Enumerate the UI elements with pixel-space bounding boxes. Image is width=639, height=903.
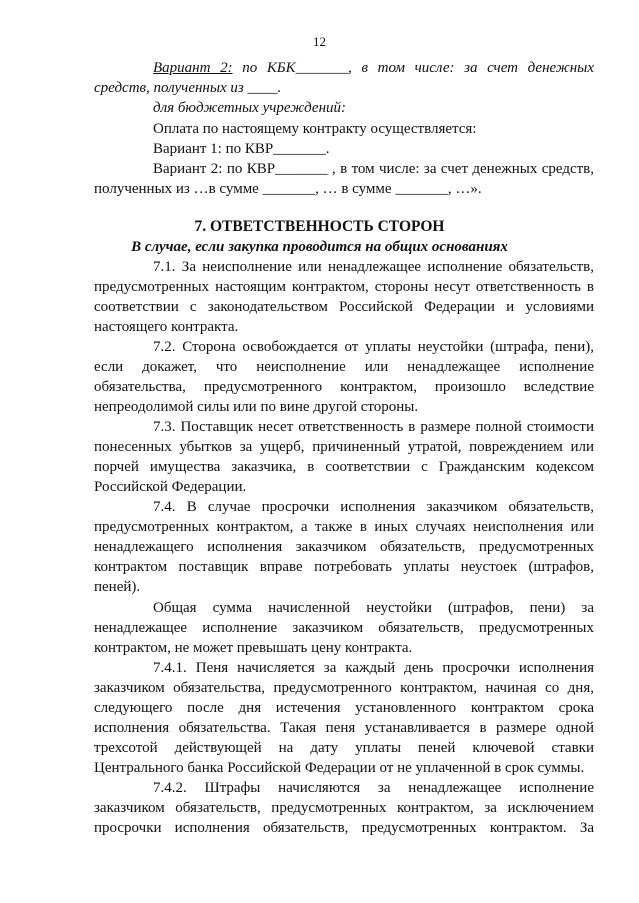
body-line: заказчиком обязательства, предусмотренного контрактом, начиная со дня, (94, 680, 594, 696)
body-line: предусмотренных настоящим контрактом, стороны несут ответственность в (94, 279, 594, 295)
body-line: ненадлежащего исполнения заказчиком обязательств, предусмотренных (94, 539, 594, 555)
body-line: контрактом поставщик вправе потребовать уплаты неустоек (штрафов, (94, 559, 594, 575)
body-line: Центрального банка Российской Федерации от не уплаченной в срок суммы. (94, 760, 585, 776)
body-line: ненадлежащее исполнение заказчиком обязательств, предусмотренных (94, 620, 594, 636)
body-line: порчей имущества заказчика, в соответствии с Гражданским кодексом (94, 459, 594, 475)
variant2-continuation: средств, полученных из ____. (94, 80, 282, 96)
body-line: просрочки исполнения обязательств, предусмотренных контрактом. За (94, 820, 594, 836)
body-line: 7.4.2. Штрафы начисляются за ненадлежащее исполнение (153, 780, 594, 796)
body-line: заказчиком обязательств, предусмотренных контрактом, за исключением (94, 800, 594, 816)
section-subtitle: В случае, если закупка проводится на общих основаниях (131, 239, 508, 255)
body-line: исполнения обязательства. Такая пеня устанавливается в размере одной (94, 720, 594, 736)
body-line: если докажет, что неисполнение или ненадлежащее исполнение (94, 359, 594, 375)
body-line: предусмотренных контрактом, а также в иных случаях неисполнения или (94, 519, 594, 535)
body-line: следующего после дня истечения установленного контрактом срока (94, 700, 594, 716)
body-line: трехсотой действующей на дату уплаты пеней ключевой ставки (94, 740, 594, 756)
body-line: контрактом, не может превышать цену контракта. (94, 640, 413, 656)
variant2-rest: по КБК_______, в том числе: за счет денежных (232, 60, 595, 76)
body-line: соответствии с законодательством Российской Федерации и условиями (94, 299, 594, 315)
variant2-line (153, 58, 594, 78)
section-title: 7. ОТВЕТСТВЕННОСТЬ СТОРОН (194, 218, 445, 235)
body-line: понесенных убытков за ущерб, причиненный утратой, повреждением или (94, 439, 594, 455)
kvr-variant1: Вариант 1: по КВР_______. (153, 141, 330, 157)
body-line: 7.4. В случае просрочки исполнения заказчиком обязательств, (153, 499, 594, 515)
body-line: 7.4.1. Пеня начисляется за каждый день просрочки исполнения (153, 660, 594, 676)
page-number: 12 (313, 34, 326, 49)
kvr-variant2-line2: полученных из …в сумме _______, … в сумме _______, …». (94, 181, 482, 197)
payment-line: Оплата по настоящему контракту осуществляется: (153, 121, 477, 137)
body-line: 7.1. За неисполнение или ненадлежащее исполнение обязательств, (153, 259, 594, 275)
body-line: Российской Федерации. (94, 479, 247, 495)
body-line: пеней). (94, 579, 141, 595)
kvr-variant2-line1: Вариант 2: по КВР_______ , в том числе: за счет денежных средств, (153, 161, 594, 177)
body-line: обязательства, предусмотренного контрактом, произошло вследствие (94, 379, 594, 395)
body-line: настоящего контракта. (94, 319, 239, 335)
body-line: непреодолимой силы или по вине другой стороны. (94, 399, 419, 415)
body-line: Общая сумма начисленной неустойки (штрафов, пени) за (153, 600, 594, 616)
body-line: 7.3. Поставщик несет ответственность в размере полной стоимости (153, 419, 594, 435)
body-line: 7.2. Сторона освобождается от уплаты неустойки (штрафа, пени), (153, 339, 594, 355)
variant2-prefix: Вариант 2: (153, 60, 233, 76)
budget-line: для бюджетных учреждений: (153, 100, 347, 116)
